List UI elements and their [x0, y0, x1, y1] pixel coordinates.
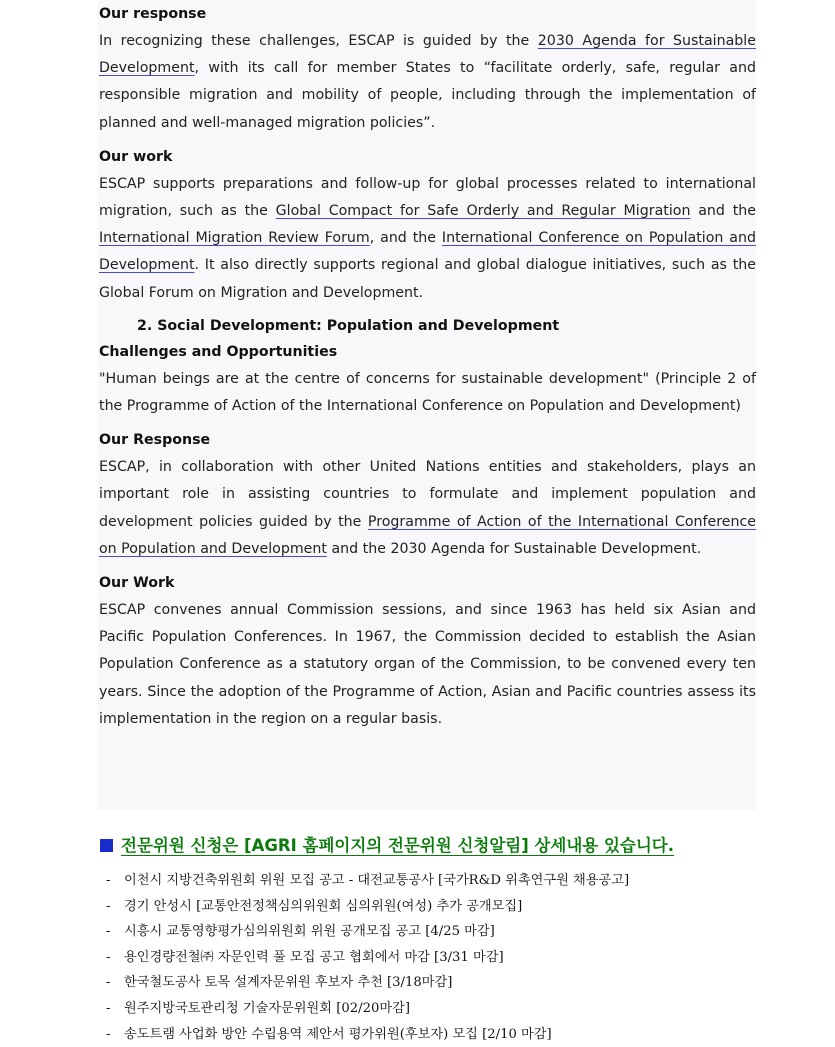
paragraph-challenges: "Human beings are at the centre of concerns for sustainable development" (Principle 2 of the Programme of Action of the International Conference on Population and Development): [99, 370, 756, 415]
list-item[interactable]: - 경기 안성시 [교통안전정책심의위원회 심의위원(여성) 추가 공개모집]: [106, 898, 523, 914]
paragraph-work-population: ESCAP convenes annual Commission sessions, and since 1963 has held six Asian and Pacific Population Conferences. In 1967, the Commission decided to establish the Asian Population Conference as a statutory organ of the Commission, to be convened every ten years. Since the adoption of the Programme of Action, Asian and Pacific countries assess its implementation in the region on a regular basis.: [99, 602, 756, 727]
notice-list: [106, 868, 806, 1047]
heading-our-work-2: Our Work: [99, 575, 175, 592]
heading-challenges: Challenges and Opportunities: [99, 343, 338, 360]
notice-text: 전문위원 신청은 [AGRI 홈페이지의 전문위원 신청알림] 상세내용 있습니다.: [121, 836, 675, 855]
blue-square-icon: [100, 839, 113, 852]
list-item[interactable]: - 시흥시 교통영향평가심의위원회 위원 공개모집 공고 [4/25 마감]: [106, 924, 495, 940]
notice-banner[interactable]: [100, 832, 674, 856]
paragraph-work-migration: ESCAP supports preparations and follow-up for global processes related to international migration, such as the Global Compact for Safe Orderly and Regular Migration and the International Migration Review Forum, and the International Conference on Population and Development. It also directly supports regional and global dialogue initiatives, such as the Global Forum on Migration and Development.: [99, 175, 756, 301]
list-item[interactable]: - 송도트램 사업화 방안 수립용역 제안서 평가위원(후보자) 모집 [2/10 마감]: [106, 1026, 552, 1042]
heading-our-work: Our work: [99, 148, 173, 165]
paragraph-response-population: ESCAP, in collaboration with other United Nations entities and stakeholders, plays an important role in assisting countries to formulate and implement population and development policies guided by the Programme of Action of the International Conference on Population and Development and the 2030 Agenda for Sustainable Development.: [99, 459, 757, 557]
section-heading-social-development: 2. Social Development: Population and Development: [137, 317, 560, 334]
link-2030-agenda[interactable]: 2030 Agenda for Sustainable Development: [99, 33, 756, 77]
paragraph-response-migration: In recognizing these challenges, ESCAP is guided by the 2030 Agenda for Sustainable Development, with its call for member States to “facilitate orderly, safe, regular and responsible migration and mobility of people, including through the implementation of planned and well-managed migration policies”.: [99, 33, 756, 131]
heading-our-response-2: Our Response: [99, 432, 211, 449]
list-item[interactable]: - 용인경량전철㈜ 자문인력 풀 모집 공고 협회에서 마감 [3/31 마감]: [106, 949, 504, 965]
link-icpd[interactable]: International Conference on Population and Development: [99, 230, 756, 274]
link-migration-review-forum[interactable]: International Migration Review Forum: [99, 230, 370, 247]
list-item[interactable]: - 한국철도공사 토목 설계자문위원 후보자 추천 [3/18마감]: [106, 975, 453, 991]
document-body: [99, 0, 756, 739]
heading-our-response: Our response: [99, 6, 207, 22]
list-item[interactable]: - 원주지방국토관리청 기술자문위원회 [02/20마감]: [106, 1000, 410, 1016]
link-programme-of-action[interactable]: Programme of Action of the International Conference on Population and Development: [99, 513, 757, 557]
list-item[interactable]: - 이천시 지방건축위원회 위원 모집 공고 - 대전교통공사 [국가R&D 위촉연구원 채용공고]: [106, 873, 630, 888]
link-global-compact[interactable]: Global Compact for Safe Orderly and Regular Migration: [275, 203, 691, 220]
